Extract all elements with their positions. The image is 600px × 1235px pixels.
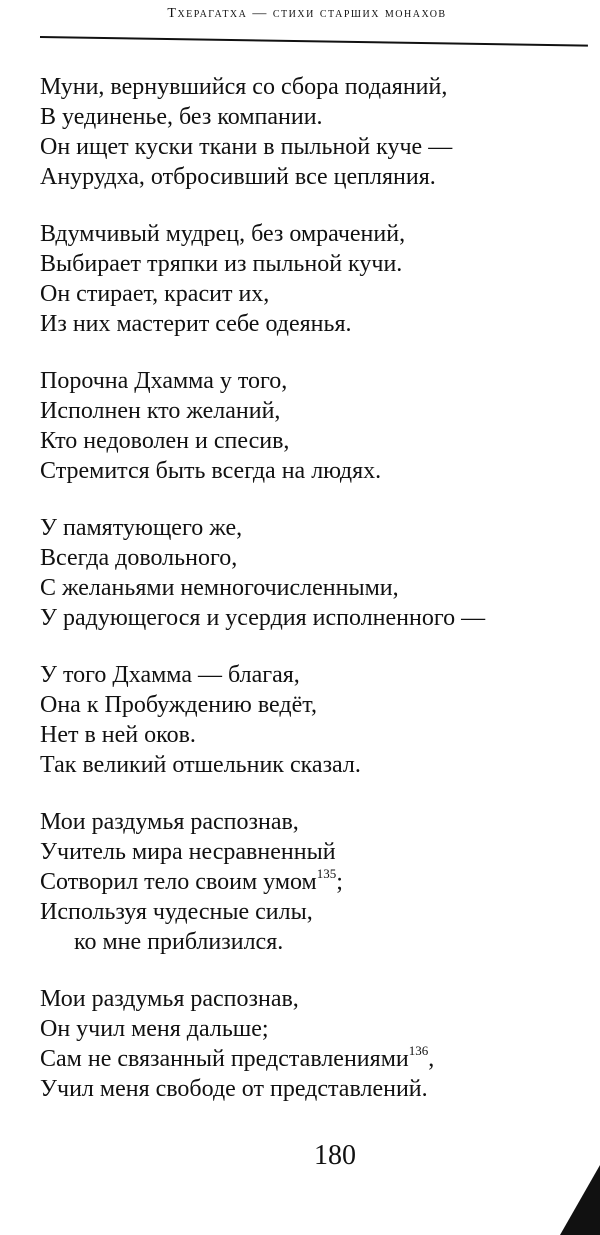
line-text: Учитель мира несравненный	[40, 839, 336, 865]
running-header: Тхерагатха — стихи старших монахов	[167, 6, 447, 21]
poem-line	[40, 897, 580, 927]
line-text: Муни, вернувшийся со сбора подаяний,	[40, 74, 448, 100]
line-text: Кто недоволен и спесив,	[40, 428, 290, 454]
line-text: Порочна Дхамма у того,	[40, 368, 288, 394]
poem-line	[40, 660, 580, 690]
line-text: Она к Пробуждению ведёт,	[40, 692, 317, 718]
poem-line	[40, 102, 580, 132]
poem-line	[40, 603, 580, 633]
line-text: С желаньями немногочисленными,	[40, 575, 399, 601]
poem-line	[40, 867, 580, 897]
poem-line	[40, 72, 580, 102]
line-text: Сотворил тело своим умом	[40, 869, 317, 895]
stanza	[40, 807, 580, 957]
poem-line	[40, 513, 580, 543]
poem-line	[40, 984, 580, 1014]
poem-line	[40, 690, 580, 720]
line-text: У памятующего же,	[40, 515, 243, 541]
poem-line	[40, 219, 580, 249]
line-text: Используя чудесные силы,	[40, 899, 313, 925]
line-text: ко мне приблизился.	[74, 929, 284, 955]
line-text: Выбирает тряпки из пыльной кучи.	[40, 251, 403, 277]
line-text: Сам не связанный представлениями	[40, 1046, 409, 1072]
page-number: 180	[314, 1140, 356, 1171]
poem-line	[40, 573, 580, 603]
line-text: Мои раздумья распознав,	[40, 986, 299, 1012]
line-text: Он учил меня дальше;	[40, 1016, 269, 1042]
line-text: В уединенье, без компании.	[40, 104, 323, 130]
poem-line	[40, 807, 580, 837]
line-punctuation: ,	[428, 1046, 435, 1072]
stanza	[40, 660, 580, 780]
line-text: Всегда довольного,	[40, 545, 238, 571]
poem-body	[40, 72, 580, 1131]
stanza	[40, 72, 580, 192]
line-text: Он стирает, красит их,	[40, 281, 270, 307]
line-text: Он ищет куски ткани в пыльной куче —	[40, 134, 453, 160]
stanza	[40, 219, 580, 339]
poem-line	[40, 750, 580, 780]
line-text: Вдумчивый мудрец, без омрачений,	[40, 221, 406, 247]
poem-line	[40, 366, 580, 396]
poem-line	[40, 456, 580, 486]
stanza	[40, 984, 580, 1104]
poem-line	[40, 279, 580, 309]
line-text: У радующегося и усердия исполненного —	[40, 605, 486, 631]
line-text: Нет в ней оков.	[40, 722, 196, 748]
poem-line	[40, 1074, 580, 1104]
poem-line	[40, 837, 580, 867]
line-text: Так великий отшельник сказал.	[40, 752, 361, 778]
page-corner-shadow	[560, 1165, 600, 1235]
line-text: Учил меня свободе от представлений.	[40, 1076, 428, 1102]
poem-line	[40, 162, 580, 192]
poem-line	[40, 720, 580, 750]
line-text: Мои раздумья распознав,	[40, 809, 299, 835]
line-text: Анурудха, отбросивший все цепляния.	[40, 164, 436, 190]
poem-line	[40, 426, 580, 456]
header-rule	[40, 36, 588, 47]
poem-line	[40, 1044, 580, 1074]
poem-line	[40, 927, 580, 957]
line-text: Стремится быть всегда на людях.	[40, 458, 382, 484]
poem-line	[40, 132, 580, 162]
poem-line	[40, 309, 580, 339]
line-text: Исполнен кто желаний,	[40, 398, 281, 424]
footnote-marker[interactable]: 136	[408, 1043, 429, 1058]
poem-line	[40, 396, 580, 426]
poem-line	[40, 1014, 580, 1044]
footnote-marker[interactable]: 135	[316, 866, 337, 881]
line-text: У того Дхамма — благая,	[40, 662, 300, 688]
line-punctuation: ;	[336, 869, 343, 895]
poem-line	[40, 543, 580, 573]
poem-line	[40, 249, 580, 279]
stanza	[40, 366, 580, 486]
line-text: Из них мастерит себе одеянья.	[40, 311, 352, 337]
stanza	[40, 513, 580, 633]
